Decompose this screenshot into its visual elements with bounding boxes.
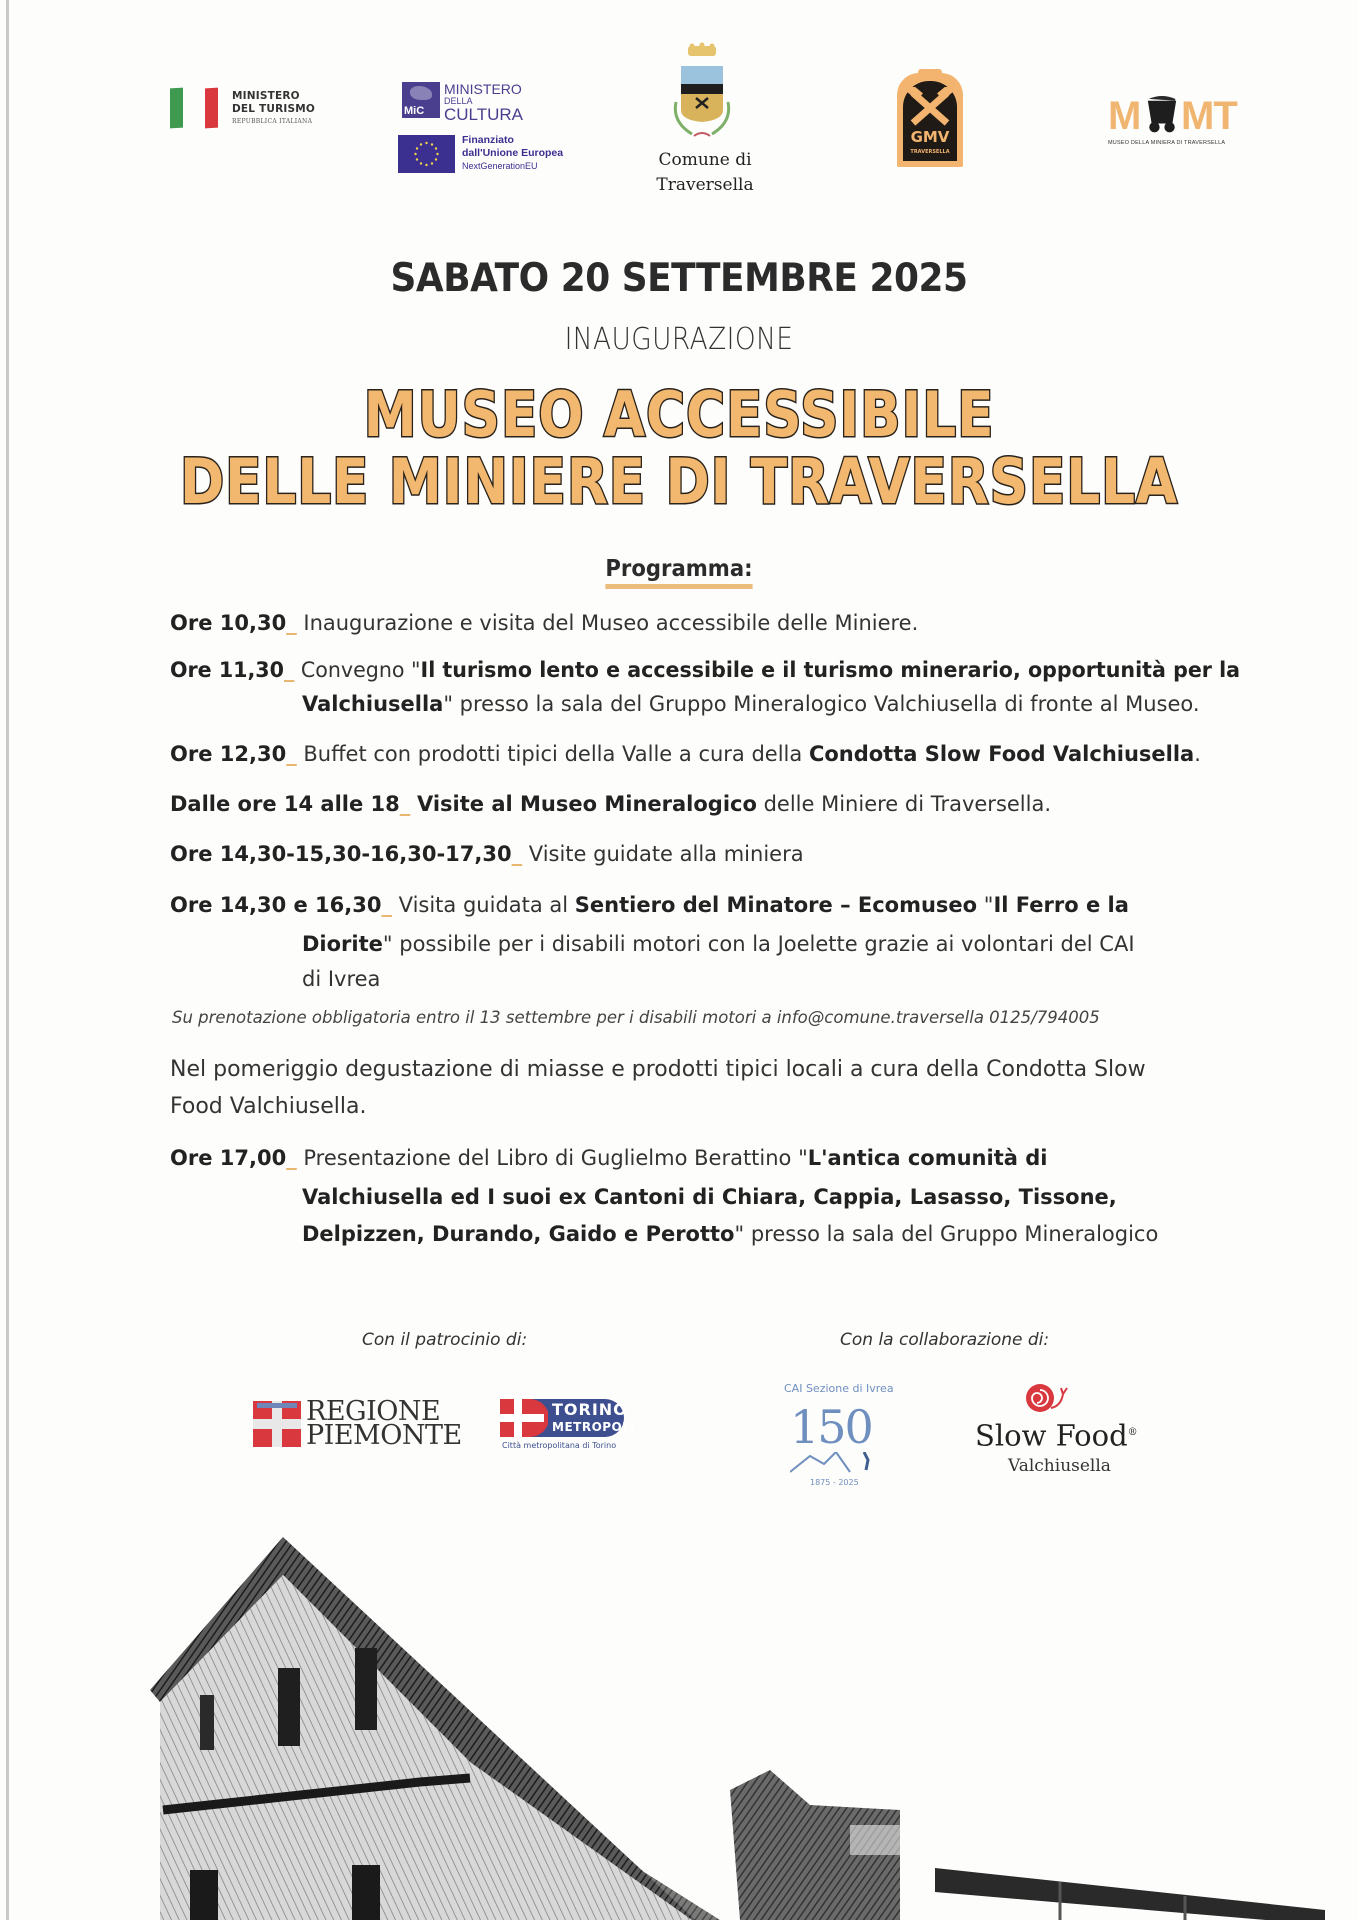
program-item-1030: [170, 611, 918, 635]
item-text-post: .: [1194, 742, 1201, 766]
item-text-bold: Il turismo lento e accessibile e il turismo minerario, opportunità per la: [420, 658, 1241, 682]
collaborazione-label: Con la collaborazione di:: [840, 1330, 1050, 1350]
conveyor: [935, 1868, 1325, 1920]
item-time: Ore 17,00: [170, 1146, 287, 1170]
item-time: Ore 11,30: [170, 658, 284, 682]
item-text-bold: L'antica comunità di: [807, 1146, 1048, 1170]
event-date: SABATO 20 SETTEMBRE 2025: [390, 256, 968, 301]
gmv-panel: [903, 81, 957, 161]
logo-ministero-cultura: [400, 80, 530, 122]
item-text-bold: Il Ferro e la: [993, 893, 1129, 917]
slowfood-name: [975, 1416, 1138, 1453]
programma-heading: [0, 556, 1358, 589]
program-item-sentiero-cont2: [302, 967, 380, 991]
logo-cai-ivrea: [784, 1382, 904, 1494]
snail-icon: [1023, 1382, 1071, 1414]
eu-line1: Finanziato: [462, 134, 514, 146]
item-separator: _: [286, 611, 297, 635]
gmv-label: GMV: [910, 128, 950, 146]
comune-line1: Comune di: [658, 150, 752, 170]
logo-comune-traversella: [640, 42, 770, 195]
logo-regione-piemonte: [253, 1396, 462, 1451]
torino-line1: TORINO: [552, 1400, 628, 1419]
italian-flag-red-icon: [205, 88, 218, 129]
ministero-cultura-line3: CULTURA: [444, 105, 524, 124]
item-text-pre: Buffet con prodotti tipici della Valle a cura della: [303, 742, 809, 766]
ministero-cultura-line2: DELLA: [444, 96, 473, 106]
afternoon-line2: Food Valchiusella.: [170, 1094, 367, 1119]
eu-stars-icon: [398, 135, 455, 173]
item-time: Ore 14,30-15,30-16,30-17,30: [170, 842, 512, 866]
item-separator: _: [381, 893, 392, 917]
slowfood-sub: Valchiusella: [1008, 1456, 1111, 1476]
item-time: Dalle ore 14 alle 18: [170, 792, 400, 816]
logo-gmv: [897, 73, 963, 167]
item-text: Visite guidate alla miniera: [528, 842, 804, 866]
logo-mmt: [1108, 92, 1243, 148]
logo-slow-food: [970, 1382, 1140, 1492]
program-item-1130-cont: [302, 692, 1200, 716]
item-text-pre: Convegno ": [300, 658, 421, 682]
torino-sub: Città metropolitana di Torino: [502, 1441, 617, 1450]
cai-title: CAI Sezione di Ivrea: [784, 1382, 894, 1395]
ministero-turismo-line1: MINISTERO: [232, 90, 300, 102]
window: [278, 1668, 300, 1746]
comune-line2: Traversella: [656, 175, 754, 195]
mmt-sub: MUSEO DELLA MINIERA DI TRAVERSELLA: [1108, 140, 1226, 146]
event-title-line1: MUSEO ACCESSIBILE: [363, 378, 995, 451]
mic-emblem-icon: [402, 82, 440, 118]
mic-head-shape: [410, 86, 432, 100]
item-text: Inaugurazione e visita del Museo accessibile delle Miniere.: [303, 611, 919, 635]
item-separator: _: [511, 842, 523, 866]
slowfood-reg: ®: [1127, 1427, 1138, 1438]
item-text-quote: ": [977, 893, 994, 917]
event-title-line2: DELLE MINIERE DI TRAVERSELLA: [179, 445, 1179, 518]
item-separator: _: [286, 1146, 297, 1170]
logo-eu-funding: [398, 134, 588, 176]
mic-badge-label: MiC: [404, 105, 425, 117]
window: [355, 1648, 377, 1730]
door: [352, 1865, 380, 1920]
program-item-sentiero-cont: [302, 932, 1135, 956]
ministero-cultura-line1: MINISTERO: [444, 81, 522, 97]
mine-cart-icon: [1145, 92, 1179, 136]
regione-line1: REGIONE: [306, 1396, 441, 1427]
torino-cross-icon: [500, 1399, 548, 1437]
program-item-1130: [170, 658, 1240, 682]
cai-number: 150: [790, 1400, 872, 1454]
annex-window: [850, 1825, 900, 1855]
logo-ministero-turismo: [168, 86, 328, 132]
item-text-bold: Delpizzen, Durando, Gaido e Perotto: [302, 1222, 735, 1246]
mine-building-illustration: [0, 1520, 1358, 1920]
italian-flag-icon: [170, 88, 183, 129]
item-text-bold: Diorite: [302, 932, 383, 956]
slowfood-name-text: Slow Food: [975, 1418, 1128, 1453]
item-time: Ore 14,30 e 16,30: [170, 893, 382, 917]
item-text-bold: Valchiusella: [302, 692, 444, 716]
item-text-bold: Condotta Slow Food Valchiusella: [808, 742, 1195, 766]
item-separator: _: [283, 658, 295, 682]
booking-note: Su prenotazione obbligatoria entro il 13 settembre per i disabili motori a info@comune.traversella 0125/794005: [172, 1008, 1100, 1027]
item-text-post: " presso la sala del Gruppo Mineralogico: [734, 1222, 1159, 1246]
cai-mountain-icon: [790, 1452, 890, 1474]
gmv-top: [918, 69, 942, 77]
ministero-turismo-line3: REPUBBLICA ITALIANA: [232, 118, 313, 125]
item-text-mid: Sentiero del Minatore – Ecomuseo: [574, 893, 978, 917]
program-item-1700-cont: [302, 1185, 1117, 1209]
coat-of-arms-icon: [670, 42, 740, 142]
mmt-letters-mt: MT: [1181, 94, 1237, 138]
item-separator: _: [399, 792, 411, 816]
program-item-1230: [170, 742, 1201, 766]
door: [190, 1870, 218, 1920]
gmv-sub: TRAVERSELLA: [910, 149, 950, 155]
item-time: Ore 12,30: [170, 742, 287, 766]
program-item-1700: [170, 1146, 1047, 1170]
program-item-1700-cont2: [302, 1222, 1158, 1246]
event-kind: INAUGURAZIONE: [564, 322, 794, 357]
patrocinio-label: Con il patrocinio di:: [362, 1330, 528, 1350]
item-text-post: " possibile per i disabili motori con la Joelette grazie ai volontari del CAI: [382, 932, 1135, 956]
program-item-sentiero: [170, 893, 1129, 917]
item-text-post2: di Ivrea: [302, 967, 381, 991]
cai-years: 1875 - 2025: [810, 1478, 859, 1487]
eu-line3: NextGenerationEU: [462, 161, 538, 171]
window: [200, 1695, 214, 1750]
logo-torino-metropoli: [500, 1399, 636, 1455]
programma-heading-text: Programma:: [605, 556, 752, 589]
item-text-post: " presso la sala del Gruppo Mineralogico Valchiusella di fronte al Museo.: [443, 692, 1200, 716]
eu-line2: dall'Unione Europea: [462, 147, 564, 159]
piemonte-cross-icon: [253, 1401, 301, 1447]
afternoon-line1: Nel pomeriggio degustazione di miasse e prodotti tipici locali a cura della Condotta Slow: [170, 1057, 1146, 1082]
item-separator: _: [286, 742, 297, 766]
item-text-pre: Visita guidata al: [398, 893, 575, 917]
program-item-14-18: [170, 792, 1051, 816]
item-time: Ore 10,30: [170, 611, 287, 635]
regione-line2: PIEMONTE: [306, 1420, 462, 1451]
program-item-guided-tours: [170, 842, 804, 866]
mmt-letter-m: M: [1108, 94, 1141, 138]
eu-flag-icon: [398, 135, 455, 173]
crossed-hammers-icon: [907, 87, 953, 127]
item-text-post: delle Miniere di Traversella.: [756, 792, 1052, 816]
item-text-bold: Valchiusella ed I suoi ex Cantoni di Chiara, Cappia, Lasasso, Tissone,: [302, 1185, 1117, 1209]
item-text-bold: Visite al Museo Mineralogico: [416, 792, 757, 816]
torino-line2: METROPOLI: [552, 1420, 636, 1434]
ministero-turismo-line2: DEL TURISMO: [232, 103, 316, 115]
item-text-pre: Presentazione del Libro di Guglielmo Berattino ": [303, 1146, 808, 1170]
